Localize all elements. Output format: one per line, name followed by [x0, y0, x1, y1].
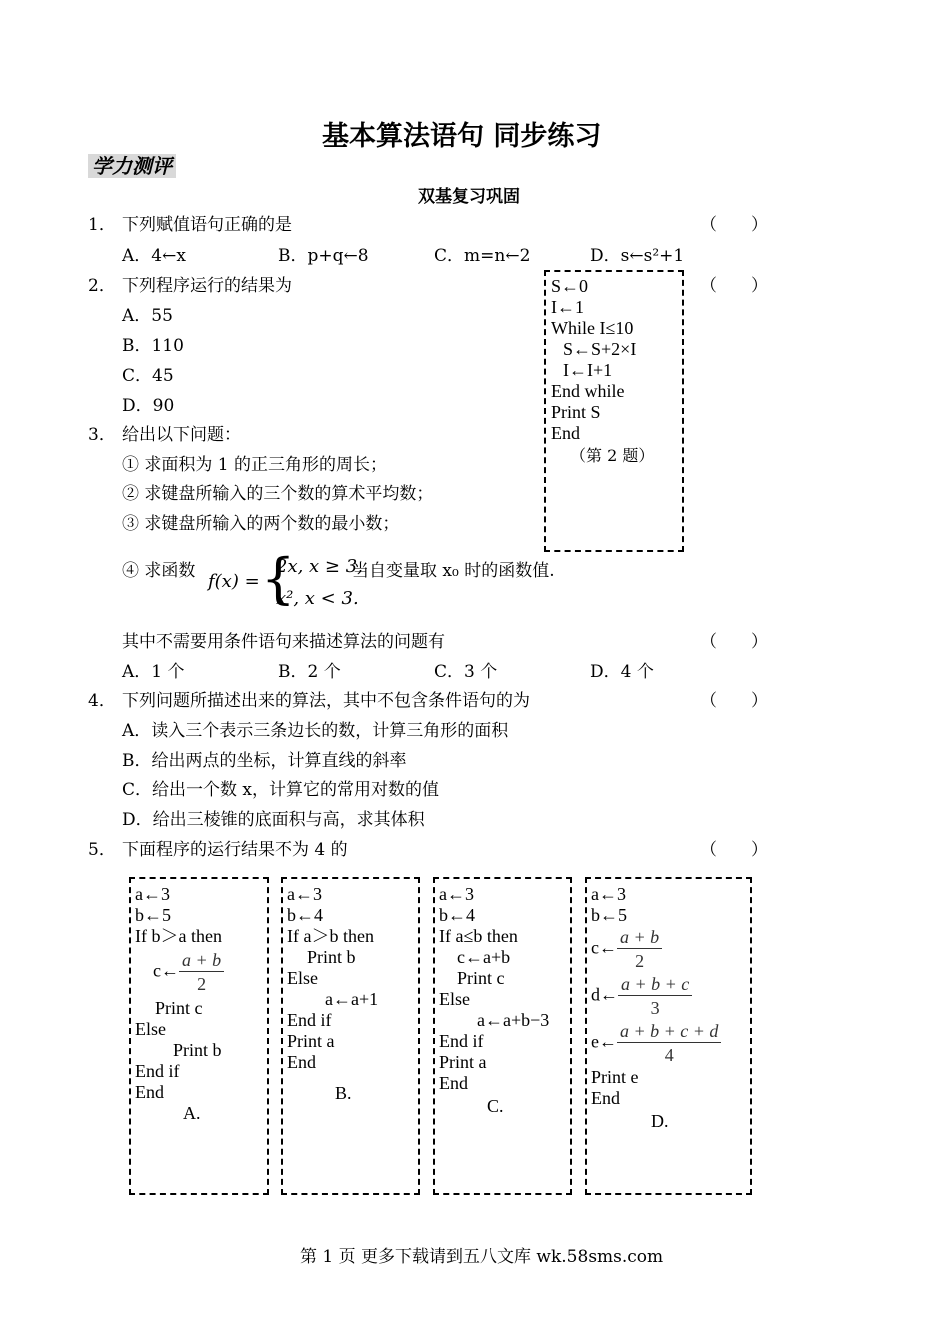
- q3-item-2: ② 求键盘所输入的三个数的算术平均数；: [122, 484, 434, 504]
- q1-option-a: A．4←x: [122, 246, 186, 266]
- code-line: Print e: [591, 1067, 639, 1087]
- q3-item-4-prefix: ④ 求函数: [122, 561, 196, 581]
- code-line: Print a: [287, 1031, 335, 1051]
- code-line: End: [287, 1052, 316, 1072]
- q2-number: 2．: [88, 276, 116, 296]
- q4-number: 4．: [88, 691, 116, 711]
- code-line: Print S: [551, 402, 601, 422]
- code-line: a←a+b−3: [477, 1010, 550, 1030]
- q3-option-d: D．4 个: [590, 662, 654, 682]
- code-line: a←3: [135, 884, 170, 904]
- q3-option-b: B．2 个: [278, 662, 341, 682]
- code-line: a←3: [439, 884, 474, 904]
- code-line: End: [439, 1073, 468, 1093]
- q5-answer-paren: （ ）: [700, 840, 768, 860]
- q2-option-a: A．55: [122, 306, 173, 326]
- q1-option-c: C．m=n←2: [434, 246, 531, 266]
- code-line: If a＞b then: [287, 926, 374, 946]
- code-line: Print c: [155, 998, 203, 1018]
- section-label: 学力测评: [88, 154, 176, 178]
- q4-option-c: C．给出一个数 x，计算它的常用对数的值: [122, 780, 439, 800]
- q1-option-d: D．s←s²+1: [590, 246, 685, 266]
- q3-option-c: C．3 个: [434, 662, 498, 682]
- code-line: Print a: [439, 1052, 487, 1072]
- q4-answer-paren: （ ）: [700, 691, 768, 711]
- fraction: [617, 1020, 721, 1067]
- code-line: a←3: [287, 884, 322, 904]
- q2-stem: 下列程序运行的结果为: [122, 276, 292, 296]
- code-line: If a≤b then: [439, 926, 518, 946]
- fraction-numerator: a + b: [179, 949, 224, 972]
- assign-prefix: c←: [153, 960, 179, 981]
- q1-option-b: B．p+q←8: [278, 246, 369, 266]
- q3-stem: 给出以下问题：: [122, 425, 241, 445]
- q3-item-3: ③ 求键盘所输入的两个数的最小数；: [122, 514, 400, 534]
- q1-number: 1．: [88, 215, 116, 235]
- code-line: S←S+2×I: [563, 339, 637, 359]
- q4-option-b: B．给出两点的坐标，计算直线的斜率: [122, 751, 407, 771]
- code-line: b←5: [591, 905, 627, 925]
- program-b: [287, 884, 378, 1104]
- fraction: [618, 973, 692, 1020]
- q1-answer-paren: （ ）: [700, 215, 768, 235]
- code-line: Else: [287, 968, 318, 988]
- code-line: Print b: [173, 1040, 222, 1060]
- q4-option-a: A．读入三个表示三条边长的数，计算三角形的面积: [122, 721, 509, 741]
- program-label: A.: [183, 1103, 201, 1123]
- fraction-numerator: a + b: [617, 926, 662, 949]
- fraction-denominator: 3: [650, 998, 660, 1018]
- q2-program: [551, 276, 636, 444]
- code-line: [135, 949, 224, 996]
- q3-item-4-suffix: 当自变量取 x₀ 时的函数值.: [352, 561, 555, 581]
- page-title: 基本算法语句 同步练习: [322, 121, 602, 152]
- code-line: End if: [287, 1010, 332, 1030]
- piecewise-brace: {: [261, 547, 296, 610]
- fraction: [617, 926, 662, 973]
- fraction-numerator: a + b + c + d: [617, 1020, 721, 1043]
- fraction-numerator: a + b + c: [618, 973, 692, 996]
- program-a: [135, 884, 224, 1124]
- q3-item-1: ① 求面积为 1 的正三角形的周长；: [122, 455, 388, 475]
- page-footer: 第 1 页 更多下载请到五八文库 wk.58sms.com: [300, 1247, 664, 1267]
- q2-caption: （第 2 题）: [570, 446, 655, 465]
- assign-prefix: d←: [591, 984, 618, 1005]
- code-line: b←4: [439, 905, 475, 925]
- code-line: End if: [439, 1031, 484, 1051]
- code-line: While I≤10: [551, 318, 634, 338]
- code-line: b←5: [135, 905, 171, 925]
- fraction-denominator: 2: [635, 951, 645, 971]
- code-line: c←a+b: [457, 947, 511, 967]
- code-line: Print b: [307, 947, 356, 967]
- program-d: [591, 884, 721, 1132]
- q3-option-a: A．1 个: [122, 662, 185, 682]
- program-label: D.: [651, 1111, 669, 1131]
- code-line: [591, 926, 721, 973]
- code-line: End: [591, 1088, 620, 1108]
- q4-option-d: D．给出三棱锥的底面积与高，求其体积: [122, 810, 425, 830]
- q3-answer-paren: （ ）: [700, 632, 768, 652]
- q4-stem: 下列问题所描述出来的算法，其中不包含条件语句的为: [122, 691, 530, 711]
- program-c: [439, 884, 549, 1117]
- q3-case-1: 2x, x ≥ 3,: [276, 556, 363, 577]
- assign-prefix: e←: [591, 1031, 617, 1052]
- fraction-denominator: 4: [664, 1045, 674, 1065]
- q2-answer-paren: （ ）: [700, 276, 768, 296]
- code-line: a←a+1: [325, 989, 379, 1009]
- q5-number: 5．: [88, 840, 116, 860]
- q1-stem: 下列赋值语句正确的是: [122, 215, 292, 235]
- code-line: End while: [551, 381, 625, 401]
- code-line: a←3: [591, 884, 626, 904]
- code-line: End: [551, 423, 580, 443]
- fraction-denominator: 2: [197, 974, 207, 994]
- code-line: Print c: [457, 968, 505, 988]
- program-label: C.: [487, 1096, 504, 1116]
- q3-case-2: x², x < 3.: [276, 588, 359, 609]
- q3-question: 其中不需要用条件语句来描述算法的问题有: [122, 632, 445, 652]
- code-line: I←I+1: [563, 360, 613, 380]
- assign-prefix: c←: [591, 937, 617, 958]
- code-line: End: [135, 1082, 164, 1102]
- code-line: Else: [439, 989, 470, 1009]
- fraction: [179, 949, 224, 996]
- program-label: B.: [335, 1083, 352, 1103]
- code-line: [591, 973, 721, 1020]
- code-line: Else: [135, 1019, 166, 1039]
- q3-number: 3．: [88, 425, 116, 445]
- code-line: I←1: [551, 297, 584, 317]
- q2-option-b: B．110: [122, 336, 184, 356]
- q2-option-d: D．90: [122, 396, 175, 416]
- subsection-label: 双基复习巩固: [418, 187, 520, 207]
- code-line: b←4: [287, 905, 323, 925]
- q5-stem: 下面程序的运行结果不为 4 的: [122, 840, 348, 860]
- code-line: S←0: [551, 276, 589, 296]
- code-line: If b＞a then: [135, 926, 222, 946]
- code-line: End if: [135, 1061, 180, 1081]
- q2-option-c: C．45: [122, 366, 174, 386]
- code-line: [591, 1020, 721, 1067]
- q3-function-lhs: f(x) =: [208, 571, 260, 592]
